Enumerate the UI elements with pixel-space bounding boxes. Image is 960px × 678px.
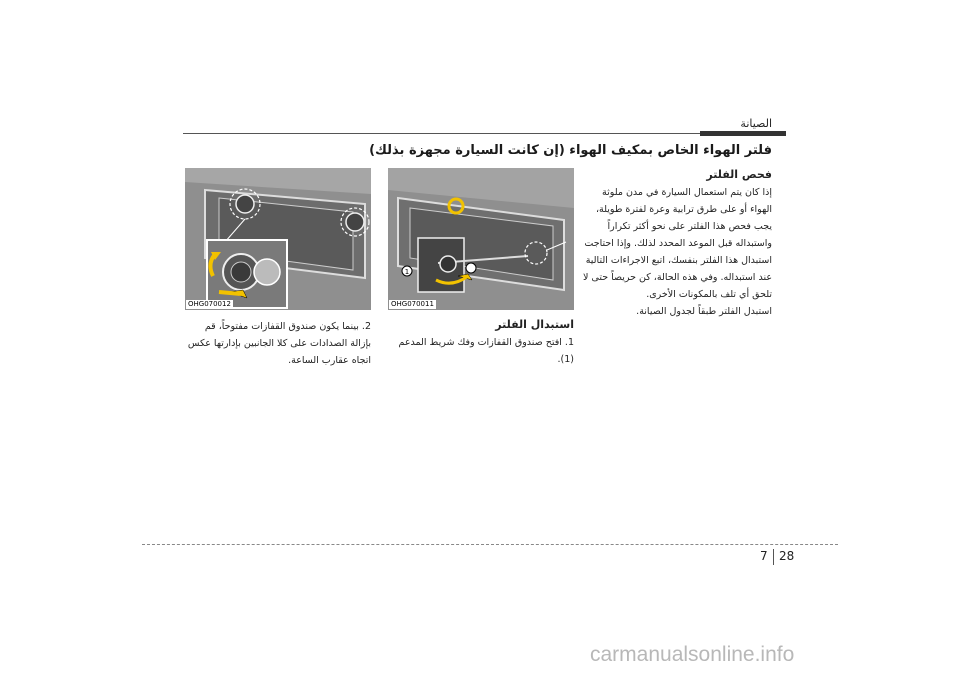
image-code: OHG070011 <box>391 300 434 308</box>
replacement-heading: استبدال الفلتر <box>495 318 574 331</box>
step-1-text: 1. افتح صندوق القفازات وفك شريط المدعم (1). <box>398 337 574 365</box>
glovebox-stopper-drawing <box>185 168 371 310</box>
inspection-note: استبدل الفلتر طبقاً لجدول الصيانة. <box>636 306 772 317</box>
section-label: الصيانة <box>740 117 772 130</box>
inspection-body: إذا كان يتم استعمال السيارة في مدن ملوثة الهواء أو على طرق ترابية وعرة لفترة طويلة، يجب فحص هذا الفلتر على نحو أكثر تكراراً واستبداله قبل الموعد المحدد لذلك. وإذا احتاجت استبدال هذا الفلتر بنفسك، اتبع الاجراءات التالية عند استبداله. وفي هذه الحالة، كن حريصاً حتى لا تلحق أي تلف بالمكونات الأخرى. <box>582 187 772 300</box>
glovebox-damper-illustration <box>388 168 574 310</box>
chapter-number: 7 <box>760 549 768 563</box>
image-code: OHG070012 <box>188 300 231 308</box>
inspection-heading: فحص الفلتر <box>706 168 772 181</box>
inspection-section <box>582 168 772 320</box>
watermark: carmanualsonline.info <box>590 643 795 666</box>
header-rule-accent <box>700 131 786 136</box>
footer-rule <box>142 544 838 545</box>
callout-1-label: 1 <box>404 268 410 276</box>
step-2-text: 2. بينما يكون صندوق القفازات مفتوحاً، قم بإزالة الصدادات على كلا الجانبين بإدارتها عكس اتجاه عقارب الساعة. <box>187 321 371 366</box>
glovebox-damper-drawing <box>388 168 574 310</box>
header-rule <box>183 133 786 134</box>
page-title: فلتر الهواء الخاص بمكيف الهواء (إن كانت السيارة مجهزة بذلك) <box>369 143 772 158</box>
glovebox-stopper-illustration <box>185 168 371 310</box>
replacement-section <box>388 318 574 368</box>
page-number: 28 <box>779 549 795 563</box>
step-2-section <box>185 318 371 369</box>
footer-divider <box>773 549 774 565</box>
